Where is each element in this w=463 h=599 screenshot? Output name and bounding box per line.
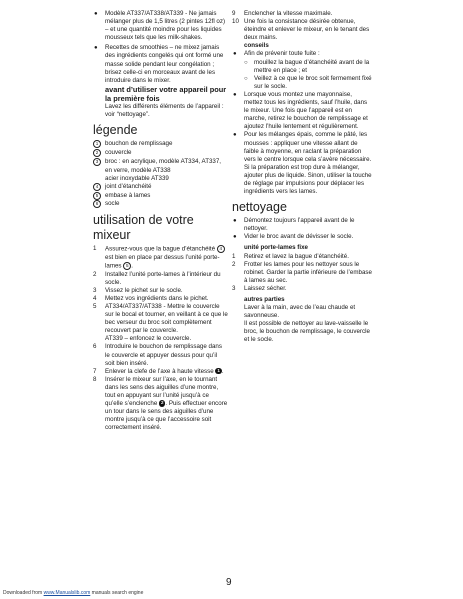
cleaning-bullet: ● Démontez toujours l’appareil avant de le nettoyer.: [232, 217, 372, 233]
right-column: [232, 10, 372, 345]
step-8: 8 Insérer le mixeur sur l’axe, en le tournant dans les sens des aiguilles d’une montre, tout en appuyant sur l’unité jusqu’à ce qu’elle s’enclenche 2 . Puis effectuer encore un tour dans le sens des aiguilles d’une montre jusqu’à ce que l’accessoire soit correctement inséré.: [93, 375, 228, 432]
legend-text: bouchon de remplissage: [105, 140, 173, 148]
step-7: 7 Enlever la clefe de l’axe à haute vitesse 1 .: [93, 367, 224, 375]
cleaning-heading: nettoyage: [232, 200, 287, 215]
step-9: 9 Enclencher la vitesse maximale.: [232, 10, 333, 17]
conseils-title: conseils: [244, 42, 269, 50]
conseils-bullet: ● Afin de prévenir toute fuite :: [232, 50, 372, 58]
step-5: 5 AT334/AT337/AT338 - Mettre le couvercle sur le bocal et tourner, en veillant à ce que le bec verseur du broc soit complètement recouvert par le couvercle.: [93, 302, 228, 335]
intro-bullet-1: ● Modèle AT337/AT338/AT339 - Ne jamais mélanger plus de 1,5 litres (2 pintes 12fl oz) – et une quantité moindre pour les liquides mousseux tels que les milk-shakes.: [93, 10, 228, 42]
legend-item: [93, 149, 228, 158]
cleaning-bullet: ● Vider le broc avant de dévisser le socle.: [232, 233, 372, 241]
legend-text: acier inoxydable AT339: [105, 174, 169, 182]
ref-marker: 4: [217, 245, 225, 253]
intro-bullet-2: ● Recettes de smoothies – ne mixez jamais des ingrédients congelés qui ont formé une masse solide pendant leur congélation ; brisez celle-ci en morceaux avant de les introduire dans le mixer.: [93, 44, 228, 84]
legend-marker: 5: [93, 192, 101, 200]
ref-marker: 5: [123, 262, 131, 270]
legend-text: couvercle: [105, 149, 132, 157]
footer: [3, 590, 143, 596]
conseils-bullet: ● Pour les mélanges épais, comme le pâté, les mousses : appliquer une vitesse allant de faible à moyenne, en raclant la préparation vers le centre lorsque cela s’avère nécessaire. Si la préparation est trop dure à mélanger, ajouter plus de liquide. Sinon, utiliser la touche de réglage par impulsions pour déplacer les ingrédients vers les lames.: [232, 131, 372, 196]
legend-text: socle: [105, 200, 120, 208]
manualslib-link[interactable]: www.Manualslib.com: [43, 590, 91, 596]
blade-unit-title: unité porte-lames fixe: [244, 244, 308, 252]
step-4: 4 Mettez vos ingrédients dans le pichet.: [93, 294, 209, 302]
step-1: 1 Assurez-vous que la bague d’étanchéité 4 est bien en place par dessus l’unité porte-lames 5 .: [93, 245, 228, 271]
blade-step: 2 Frotter les lames pour les nettoyer sous le robinet. Garder la partie inférieure de l’embase à lames au sec.: [232, 260, 372, 284]
legend-item: [93, 158, 228, 167]
before-use-title: avant d’utiliser votre appareil pour la première fois: [105, 84, 227, 104]
blade-step: 3 Laissez sécher.: [232, 284, 287, 292]
footer-suffix: manuals search engine: [91, 590, 144, 596]
legend-item: [93, 140, 228, 149]
ref-marker: 2: [160, 400, 164, 406]
step-5-note: AT339 – enfoncez le couvercle.: [105, 335, 192, 343]
legend-text: embase à lames: [105, 191, 151, 199]
usage-heading: utilisation de votre mixeur: [93, 213, 194, 243]
step-6: 6 Introduire le bouchon de remplissage dans le couvercle et appuyer dessus pour qu’il soit bien inséré.: [93, 343, 222, 367]
legend-marker: 6: [93, 200, 101, 208]
legend-item: [93, 175, 228, 183]
conseils-sub-item: ○ mouillez la bague d’étanchéité avant de la mettre en place ; et: [232, 59, 372, 75]
legend-heading: légende: [93, 123, 138, 138]
footer-prefix: Downloaded from: [3, 590, 43, 596]
before-use-text: Lavez les différents éléments de l’appareil : voir “nettoyage”.: [105, 103, 224, 119]
other-parts-text: Laver à la main, avec de l’eau chaude et savonneuse.: [244, 304, 356, 320]
legend-text: broc : en acrylique, modèle AT334, AT337,: [105, 157, 222, 165]
left-column: [93, 10, 228, 432]
other-parts-title: autres parties: [244, 296, 285, 303]
page-number: 9: [226, 577, 232, 588]
usage-steps: [93, 245, 228, 432]
legend-item: [93, 192, 228, 201]
step-2: 2 Installez l’unité porte-lames à l’intérieur du socle.: [93, 270, 221, 286]
legend-marker: 4: [93, 183, 101, 191]
legend-text: en verre, modèle AT338: [105, 166, 171, 174]
legend-marker: 1: [93, 140, 101, 148]
legend-marker: 2: [93, 149, 101, 157]
step-10: 10 Une fois la consistance désirée obtenue, éteindre et enlever le mixeur, en le tenant des deux mains.: [232, 18, 370, 42]
conseils-bullet: ● Lorsque vous montez une mayonnaise, mettez tous les ingrédients, sauf l’huile, dans le mixeur. Une fois que l’appareil est en marche, retirez le bouchon de remplissage et ajoutez l’huile lentement et régulièrement.: [232, 91, 372, 131]
legend-item: [93, 167, 228, 175]
legend-item: [93, 183, 228, 192]
legend-item: [93, 200, 228, 209]
step-3: 3 Vissez le pichet sur le socle.: [93, 286, 183, 294]
other-parts-text: Il est possible de nettoyer au lave-vaisselle le broc, le bouchon de remplissage, le couvercle et le socle.: [244, 320, 370, 344]
legend-text: joint d’étanchéité: [105, 182, 152, 190]
blade-step: 1 Retirez et lavez la bague d’étanchéité.: [232, 252, 349, 260]
legend-marker: 3: [93, 158, 101, 166]
ref-marker: 1: [217, 367, 220, 373]
conseils-sub-item: ○ Veillez à ce que le broc soit fermement fixé sur le socle.: [232, 75, 372, 91]
legend-list: [93, 140, 228, 209]
